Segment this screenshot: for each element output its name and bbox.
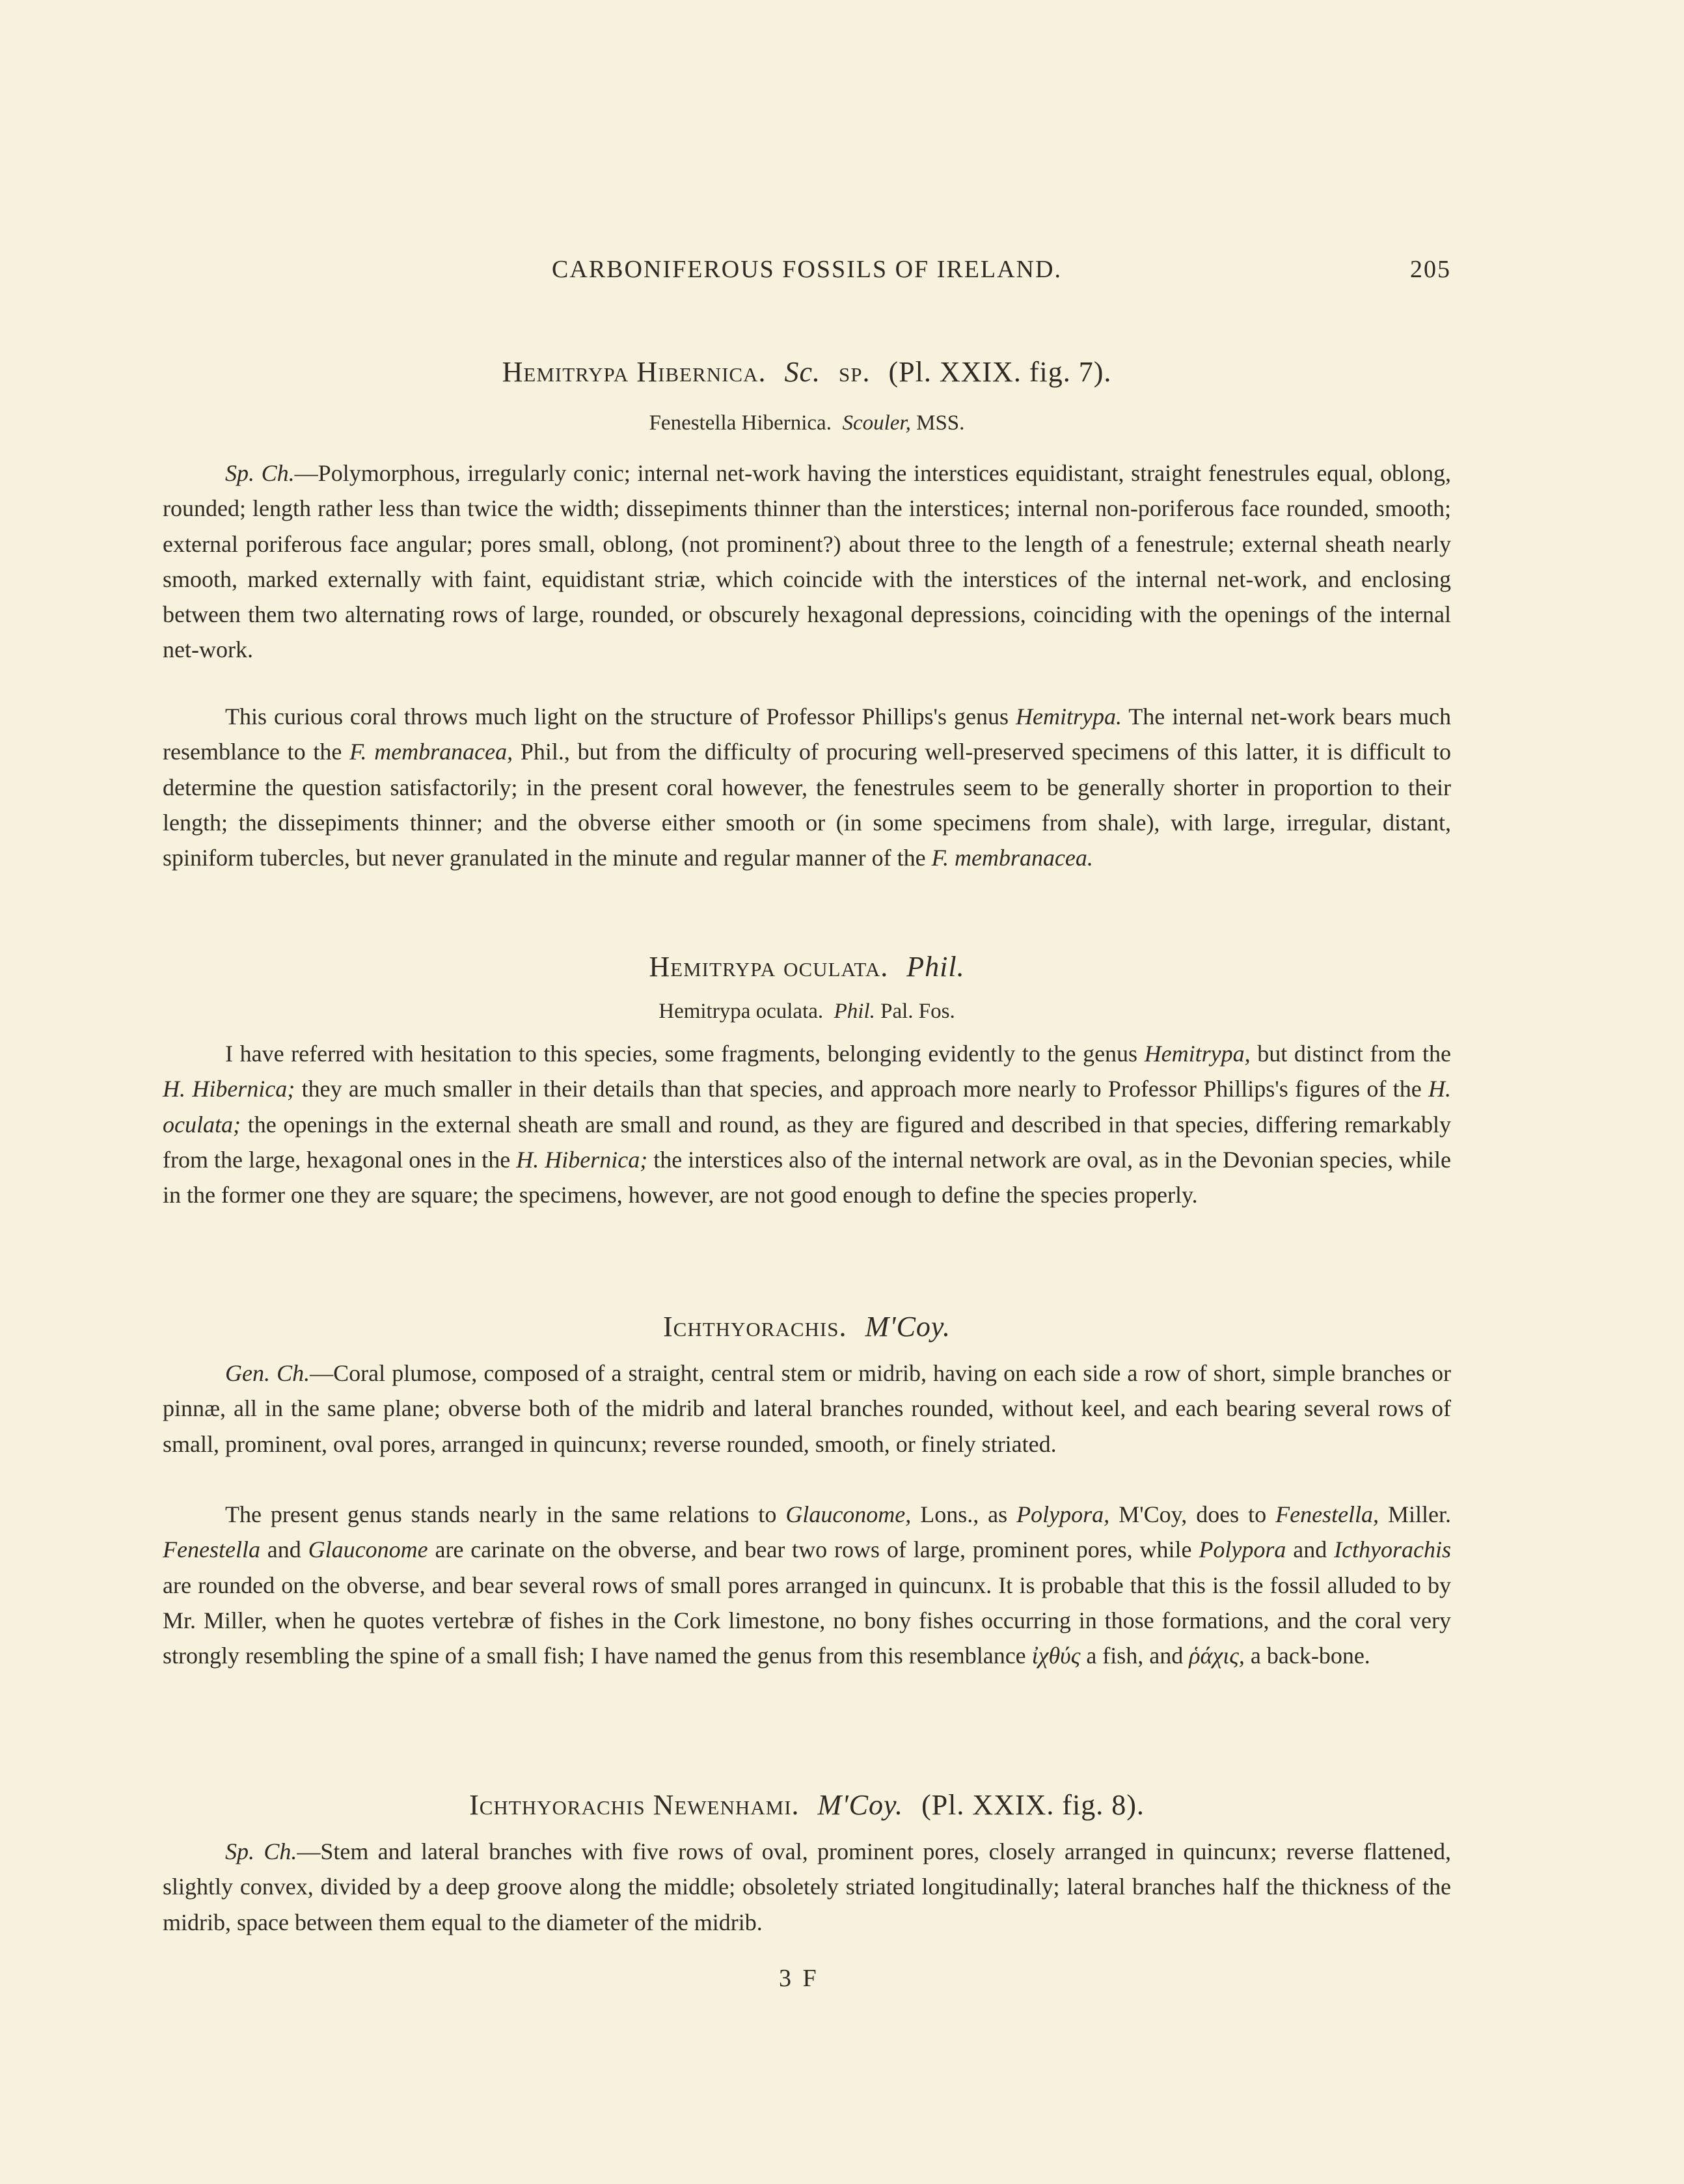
text-run: a back-bone. (1244, 1643, 1370, 1669)
text-run: The internal net-work bears much resemblance to the (163, 703, 1451, 765)
heading-author: M'Coy. (817, 1789, 904, 1821)
discussion-paragraph (163, 699, 1451, 875)
heading-hemitrypa-hibernica (163, 355, 1451, 389)
text-run: Miller. (1379, 1501, 1452, 1527)
text-run: they are much smaller in their details than that species, and approach more nearly to Professor Phillips's figures of the (295, 1076, 1428, 1102)
sp-ch-label: Sp. Ch. (225, 460, 295, 486)
text-run: and (1286, 1536, 1335, 1563)
heading-author: Sc. (784, 356, 821, 388)
text-run: M'Coy, does to (1109, 1501, 1276, 1527)
synonym-name: Fenestella Hibernica. (649, 411, 832, 435)
text-run: I have referred with hesitation to this species, some fragments, belonging evidently to the genus (225, 1041, 1145, 1067)
text-run: the openings in the external sheath are small and round, as they are figured and described in that species, differing remarkably from the large, hexagonal ones in the (163, 1111, 1451, 1173)
synonym-source: MSS. (916, 411, 965, 435)
italic-run: F. membranacea, (349, 739, 513, 765)
sp-ch-label: Sp. Ch. (225, 1838, 297, 1864)
text-run: This curious coral throws much light on the structure of Professor Phillips's genus (225, 703, 1016, 730)
newenhami-species-character-paragraph (163, 1834, 1451, 1940)
page-number: 205 (1410, 256, 1451, 283)
ichthyorachis-discussion-paragraph (163, 1497, 1451, 1673)
italic-run: Glauconome (308, 1536, 428, 1563)
heading-author: M'Coy. (865, 1311, 951, 1343)
signature-mark: 3 F (779, 1965, 819, 1992)
synonym-hemitrypa-oculata (163, 1000, 1451, 1024)
italic-run: Polypora, (1016, 1501, 1110, 1527)
text-run: a fish, and (1080, 1643, 1189, 1669)
synonym-source: Pal. Fos. (880, 1000, 955, 1023)
italic-run: Fenestella, (1275, 1501, 1379, 1527)
sp-ch-text: —Polymorphous, irregularly conic; internal net-work having the interstices equidistant, straight fenestrules equal, oblong, rounded; length rather less than twice the width; dissepiments thinner than the interstices; internal non-poriferous face rounded, smooth; external poriferous face angular; pores small, oblong, (not prominent?) about three to the length of a fenestrule; external sheath nearly smooth, marked externally with faint, equidistant striæ, which coincide with the interstices of the internal net-work, and enclosing between them two alternating rows of large, rounded, or obscurely hexagonal depressions, coinciding with the openings of the internal net-work. (163, 460, 1452, 663)
gen-ch-label: Gen. Ch. (225, 1360, 310, 1386)
synonym-author: Phil. (834, 1000, 875, 1023)
heading-sp: sp. (839, 356, 871, 388)
italic-run: H. Hibernica; (163, 1076, 295, 1102)
heading-genus: Ichthyorachis Newenhami. (469, 1789, 800, 1821)
sp-ch-text: —Stem and lateral branches with five rows of oval, prominent pores, closely arranged in quincunx; reverse flattened, slightly convex, divided by a deep groove along the middle; obsoletely striated longitudinally; lateral branches half the thickness of the midrib, space between them equal to the diameter of the midrib. (163, 1838, 1451, 1935)
text-run: The present genus stands nearly in the same relations to (225, 1501, 786, 1527)
italic-run: H. oculata; (163, 1076, 1451, 1138)
genus-character-paragraph (163, 1356, 1451, 1462)
italic-run: Glauconome, (785, 1501, 912, 1527)
heading-ichthyorachis (163, 1310, 1451, 1343)
italic-run: H. Hibernica; (516, 1146, 648, 1173)
text-run: Lons., as (911, 1501, 1017, 1527)
italic-run: Fenestella (163, 1536, 260, 1563)
synonym-name: Hemitrypa oculata. (659, 1000, 824, 1023)
synonym-fenestella-hibernica (163, 411, 1451, 435)
greek-run: ῥάχις, (1189, 1643, 1245, 1669)
heading-genus: Ichthyorachis. (662, 1311, 847, 1343)
text-run: the interstices also of the internal network are oval, as in the Devonian species, while in the former one they are square; the specimens, however, are not good enough to define the species properly. (163, 1146, 1451, 1208)
italic-run: Hemitrypa, (1144, 1041, 1251, 1067)
heading-genus: Hemitrypa oculata. (649, 951, 889, 983)
text-run: but distinct from the (1250, 1041, 1451, 1067)
heading-ichthyorachis-newenhami (163, 1788, 1451, 1822)
heading-plate: (Pl. XXIX. fig. 8). (921, 1789, 1145, 1821)
italic-run: Icthyorachis (1334, 1536, 1452, 1563)
synonym-author: Scouler, (842, 411, 911, 435)
oculata-paragraph (163, 1036, 1451, 1212)
text-run: are carinate on the obverse, and bear two rows of large, prominent pores, while (428, 1536, 1199, 1563)
heading-genus: Hemitrypa Hibernica. (502, 356, 767, 388)
italic-run: F. membranacea. (931, 845, 1093, 871)
text-run: and (260, 1536, 308, 1563)
greek-run: ἰχθύς (1031, 1643, 1081, 1669)
heading-author: Phil. (906, 951, 965, 983)
heading-plate: (Pl. XXIX. fig. 7). (888, 356, 1112, 388)
text-run: are rounded on the obverse, and bear several rows of small pores arranged in quincunx. It is probable that this is the fossil alluded to by Mr. Miller, when he quotes vertebræ of fishes in the Cork limestone, no bony fishes occurring in those formations, and the coral very strongly resembling the spine of a small fish; I have named the genus from this resemblance (163, 1572, 1451, 1669)
text-run: Phil., but from the difficulty of procuring well-preserved specimens of this latter, it is difficult to determine the question satisfactorily; in the present coral however, the fenestrules seem to be generally shorter in proportion to their length; the dissepiments thinner; and the obverse either smooth or (in some specimens from shale), with large, irregular, distant, spiniform tubercles, but never granulated in the minute and regular manner of the (163, 739, 1451, 871)
running-head (163, 255, 1451, 294)
gen-ch-text: —Coral plumose, composed of a straight, central stem or midrib, having on each side a row of short, simple branches or pinnæ, all in the same plane; obverse both of the midrib and lateral branches rounded, without keel, and each bearing several rows of small, prominent, oval pores, arranged in quincunx; reverse rounded, smooth, or finely striated. (163, 1360, 1451, 1457)
running-title: CARBONIFEROUS FOSSILS OF IRELAND. (552, 256, 1062, 283)
italic-run: Polypora (1199, 1536, 1286, 1563)
heading-hemitrypa-oculata (163, 950, 1451, 983)
species-character-paragraph (163, 456, 1451, 668)
italic-run: Hemitrypa. (1016, 703, 1122, 730)
